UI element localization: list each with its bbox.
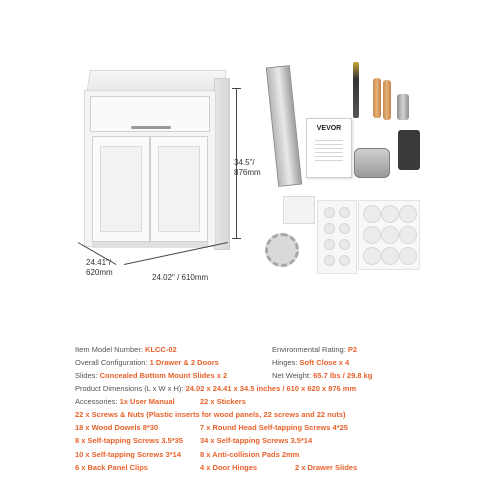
spec-label: Accessories: xyxy=(75,397,118,406)
anti-collision-pad xyxy=(399,247,417,265)
spec-self-tapping-3-5x14: 34 x Self-tapping Screws 3.5*14 xyxy=(200,436,313,445)
spec-value: 1x User Manual xyxy=(119,397,175,406)
anti-collision-pad xyxy=(399,226,417,244)
height-label: 34.5"/ 876mm xyxy=(234,158,261,177)
long-screw-image xyxy=(353,62,359,118)
wood-dowel-image xyxy=(373,78,381,118)
spec-product-dimensions xyxy=(75,384,356,393)
anti-collision-pad xyxy=(381,226,399,244)
manual-brand: VEVOR xyxy=(316,125,342,132)
spec-anti-collision-pads: 8 x Anti-collision Pads 2mm xyxy=(200,450,300,459)
spec-item-model xyxy=(75,345,177,354)
door-panel-right xyxy=(158,146,200,232)
sticker-dot xyxy=(339,255,350,266)
spec-back-panel-clips: 6 x Back Panel Clips xyxy=(75,463,148,472)
bolt-image xyxy=(397,94,409,120)
spec-value: 1 Drawer & 2 Doors xyxy=(149,358,219,367)
spec-self-tapping-3x14: 10 x Self-tapping Screws 3*14 xyxy=(75,450,181,459)
spec-hinges xyxy=(272,358,349,367)
back-panel-clip-image xyxy=(398,130,420,170)
screw-pack-image xyxy=(283,196,315,224)
spec-configuration xyxy=(75,358,219,367)
spec-value: 65.7 lbs / 29.8 kg xyxy=(313,371,373,380)
spec-label: Hinges: xyxy=(272,358,298,367)
door-panel-left xyxy=(100,146,142,232)
sticker-dot xyxy=(324,223,335,234)
spec-label: Item Model Number: xyxy=(75,345,143,354)
spec-stickers: 22 x Stickers xyxy=(200,397,246,406)
sticker-dot xyxy=(339,239,350,250)
spec-slides xyxy=(75,371,227,380)
spec-value: P2 xyxy=(347,345,358,354)
spec-label: Environmental Rating: xyxy=(272,345,346,354)
spec-value: Concealed Bottom Mount Slides x 2 xyxy=(99,371,228,380)
anti-collision-pad xyxy=(381,247,399,265)
spec-self-tapping-3-5x35: 8 x Self-tapping Screws 3.5*35 xyxy=(75,436,183,445)
spec-value: Soft Close x 4 xyxy=(299,358,350,367)
anti-collision-pad xyxy=(363,247,381,265)
spec-wood-dowels: 18 x Wood Dowels 8*30 xyxy=(75,423,159,432)
spec-label: Product Dimensions (L x W x H): xyxy=(75,384,184,393)
wood-dowel-image-2 xyxy=(383,80,391,120)
height-dimension-cap-bottom xyxy=(232,238,241,239)
sticker-dot xyxy=(324,239,335,250)
spec-net-weight xyxy=(272,371,372,380)
manual-text-lines xyxy=(315,137,343,161)
door-hinge-image xyxy=(354,148,390,178)
spec-value: KLCC-02 xyxy=(145,345,177,354)
anti-collision-pad-sheet-image xyxy=(358,200,420,270)
drawer-slide-image xyxy=(266,65,302,187)
sticker-dot xyxy=(324,255,335,266)
spec-door-hinges: 4 x Door Hinges xyxy=(200,463,258,472)
spec-label: Net Weight: xyxy=(272,371,312,380)
spec-environmental-rating xyxy=(272,345,357,354)
width-label: 24.02" / 610mm xyxy=(152,273,209,282)
anti-collision-pad xyxy=(363,205,381,223)
sticker-dot xyxy=(339,207,350,218)
cabinet-side xyxy=(214,78,230,250)
depth-label: 24.41"/ 620mm xyxy=(86,258,113,277)
cabinet-toe-kick xyxy=(92,242,208,248)
spec-screws-nuts: 22 x Screws & Nuts (Plastic inserts for wood panels, 22 screws and 22 nuts) xyxy=(75,410,346,419)
spec-accessories xyxy=(75,397,175,406)
spec-round-head-screws: 7 x Round Head Self-tapping Screws 4*25 xyxy=(200,423,348,432)
height-dimension-cap-top xyxy=(232,88,241,89)
user-manual-image xyxy=(306,118,352,178)
plastic-insert-image xyxy=(265,233,299,267)
spec-label: Slides: xyxy=(75,371,98,380)
spec-drawer-slides: 2 x Drawer Slides xyxy=(295,463,358,472)
drawer-handle xyxy=(131,126,171,129)
anti-collision-pad xyxy=(399,205,417,223)
spec-value: 24.02 x 24.41 x 34.5 inches / 610 x 620 x 876 mm xyxy=(185,384,357,393)
anti-collision-pad xyxy=(363,226,381,244)
sticker-dot xyxy=(339,223,350,234)
sticker-dot xyxy=(324,207,335,218)
anti-collision-pad xyxy=(381,205,399,223)
sticker-sheet-image xyxy=(317,200,357,274)
spec-label: Overall Configuration: xyxy=(75,358,148,367)
